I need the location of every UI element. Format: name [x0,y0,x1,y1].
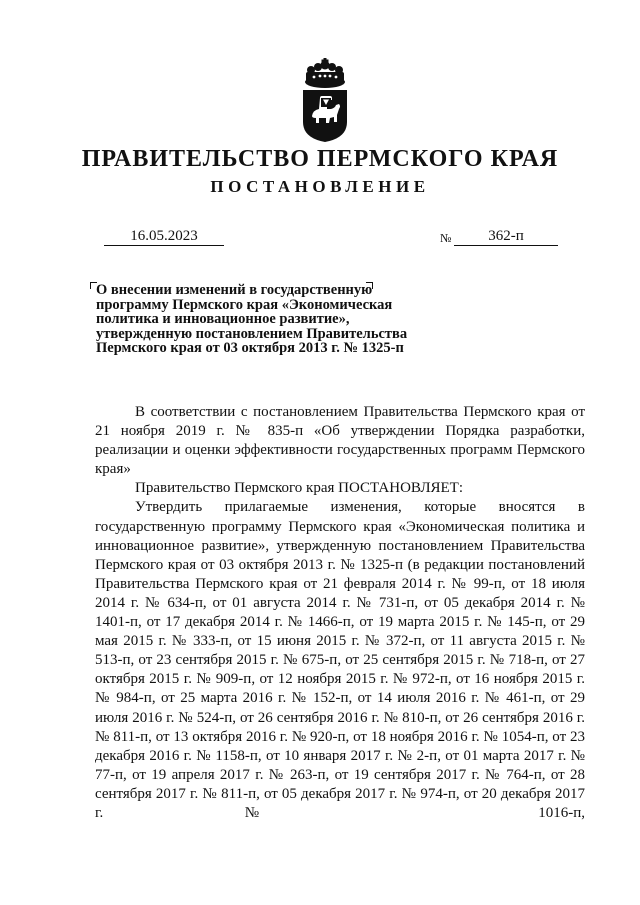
government-title: ПРАВИТЕЛЬСТВО ПЕРМСКОГО КРАЯ [81,146,559,172]
document-body [95,403,585,823]
number-label: № [440,231,452,245]
document-date: 16.05.2023 [104,227,224,246]
subject-line: О внесении изменений в государственную [96,282,373,298]
document-type: ПОСТАНОВЛЕНИЕ [210,177,430,196]
subject-line: утвержденную постановлением Правительства [96,325,408,342]
subject-line: Пермского края от 03 октября 2013 г. № 1325-п [96,340,404,356]
document-number: 362-п [454,227,558,246]
subject-line: политика и инновационное развитие», [96,311,350,327]
body-paragraph-resolves: Правительство Пермского края ПОСТАНОВЛЯЕТ: [135,480,464,497]
body-paragraph-approve: Утвердить прилагаемые изменения, которые вносятся в государственную программу Пермского края «Экономическая политика и инновационное развитие», утвержденную постановлением Правительства Пермского края от 03 октября 2013 г. № 1325-п (в редакции постановлений Правительства Пермского края от 21 февраля 2014 г. № 99-п, от 18 июля 2014 г. № 634-п, от 01 августа 2014 г. № 731-п, от 05 декабря 2014 г. № 1401-п, от 17 декабря 2014 г. № 1466-п, от 19 марта 2015 г. № 145-п, от 29 мая 2015 г. № 333-п, от 15 июня 2015 г. № 372-п, от 11 августа 2015 г. № 513-п, от 23 сентября 2015 г. № 675-п, от 25 сентября 2015 г. № 718-п, от 27 октября 2015 г. № 909-п, от 12 ноября 2015 г. № 972-п, от 16 ноября 2015 г. № 984-п, от 25 марта 2016 г. № 152-п, от 14 июля 2016 г. № 461-п, от 29 июля 2016 г. № 524-п, от 26 сентября 2016 г. № 810-п, от 26 сентября 2016 г. № 811-п, от 13 октября 2016 г. № 920-п, от 18 ноября 2016 г. № 1054-п, от 23 декабря 2016 г. № 1158-п, от 10 января 2017 г. № 2-п, от 01 марта 2017 г. № 77-п, от 19 апреля 2017 г. № 263-п, от 19 сентября 2017 г. № 764-п, от 28 сентября 2017 г. № 811-п, от 05 декабря 2017 г. № 974-п, от 20 декабря 2017 г. № 1016-п, [95,499,585,821]
body-paragraph-preamble: В соответствии с постановлением Правительства Пермского края от 21 ноября 2019 г. № 835-п «Об утверждении Порядка разработки, реализации и оценки эффективности государственных программ Пермского края» [95,404,585,478]
perm-krai-coat-of-arms-icon [297,58,353,142]
subject-line: программу Пермского края «Экономическая [96,296,393,313]
document-subject [96,283,436,356]
